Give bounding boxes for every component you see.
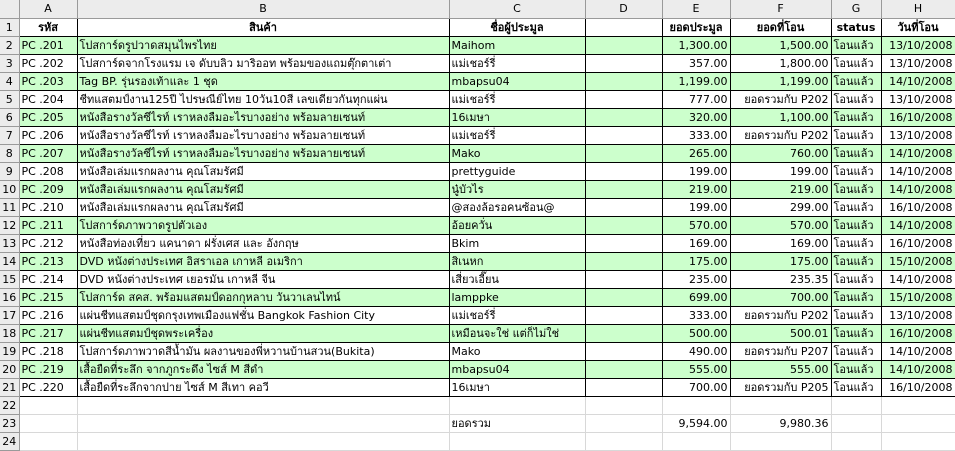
- cell-bidder[interactable]: แม่เชอร์รี่: [449, 54, 585, 72]
- empty-cell[interactable]: [831, 432, 881, 450]
- cell-code[interactable]: PC .202: [19, 54, 77, 72]
- cell-bidder[interactable]: @สองล้อรอคนซ้อน@: [449, 198, 585, 216]
- row-header[interactable]: 1: [0, 18, 19, 36]
- empty-cell[interactable]: [585, 414, 662, 432]
- cell-product[interactable]: เสื้อยืดที่ระลึกจากปาย ไซส์ M สีเทา คอวี: [77, 378, 449, 396]
- cell-transfer-date[interactable]: 14/10/2008: [881, 162, 955, 180]
- empty-row: [0, 432, 955, 450]
- empty-cell[interactable]: [881, 432, 955, 450]
- cell-code[interactable]: PC .217: [19, 324, 77, 342]
- cell-code[interactable]: PC .210: [19, 198, 77, 216]
- empty-cell[interactable]: [730, 432, 831, 450]
- cell-bidder[interactable]: prettyguide: [449, 162, 585, 180]
- header-cell-product[interactable]: สินค้า: [77, 18, 449, 36]
- cell-status[interactable]: โอนแล้ว: [831, 216, 881, 234]
- cell-bid-amount[interactable]: 169.00: [662, 234, 730, 252]
- cell-transfer-amount[interactable]: 555.00: [730, 360, 831, 378]
- cell-transfer-date[interactable]: 16/10/2008: [881, 324, 955, 342]
- empty-cell[interactable]: [77, 432, 449, 450]
- cell-transfer-date[interactable]: 14/10/2008: [881, 216, 955, 234]
- cell-product[interactable]: เสื้อยืดที่ระลึก จากภูกระดึง ไซส์ M สีดำ: [77, 360, 449, 378]
- cell-code[interactable]: PC .219: [19, 360, 77, 378]
- cell-code[interactable]: PC .211: [19, 216, 77, 234]
- cell-code[interactable]: PC .205: [19, 108, 77, 126]
- cell-status[interactable]: โอนแล้ว: [831, 72, 881, 90]
- cell-bidder[interactable]: Maihom: [449, 36, 585, 54]
- cell-transfer-date[interactable]: 13/10/2008: [881, 306, 955, 324]
- cell-product[interactable]: แผ่นชีทแสตมป์ชุดกรุงเทพเมืองแฟชั่น Bangkok Fashion City: [77, 306, 449, 324]
- cell-product[interactable]: หนังสือรางวัลซีไรท์ เราหลงลืมอะไรบางอย่าง พร้อมลายเซนท์: [77, 126, 449, 144]
- cell-bidder[interactable]: เสี่ยวเอี๊ยน: [449, 270, 585, 288]
- cell-bidder[interactable]: แม่เชอร์รี่: [449, 306, 585, 324]
- cell-transfer-date[interactable]: 14/10/2008: [881, 144, 955, 162]
- cell-bid-amount[interactable]: 199.00: [662, 198, 730, 216]
- table-row: [0, 72, 955, 90]
- cell-bidder[interactable]: Bkim: [449, 234, 585, 252]
- cell-bid-amount[interactable]: 570.00: [662, 216, 730, 234]
- cell-code[interactable]: PC .206: [19, 126, 77, 144]
- cell-bidder[interactable]: เหมือนจะใช่ แต่ก็ไม่ใช่: [449, 324, 585, 342]
- cell-code[interactable]: PC .204: [19, 90, 77, 108]
- row-header[interactable]: 20: [0, 360, 19, 378]
- cell-bid-amount[interactable]: 777.00: [662, 90, 730, 108]
- empty-cell[interactable]: [881, 414, 955, 432]
- total-row: [0, 414, 955, 432]
- table-row: [0, 324, 955, 342]
- column-header-d[interactable]: D: [585, 0, 662, 18]
- cell-status[interactable]: โอนแล้ว: [831, 180, 881, 198]
- cell-product[interactable]: โปสการ์ดจากโรงแรม เจ ดับบลิว มาริออท พร้อมของแถมตุ๊กตาเต่า: [77, 54, 449, 72]
- cell-bidder[interactable]: สิเนหก: [449, 252, 585, 270]
- total-label[interactable]: ยอดรวม: [449, 414, 585, 432]
- table-row: [0, 270, 955, 288]
- table-row: [0, 252, 955, 270]
- cell-d[interactable]: [585, 54, 662, 72]
- table-row: [0, 36, 955, 54]
- cell-transfer-date[interactable]: 13/10/2008: [881, 54, 955, 72]
- cell-product[interactable]: หนังสือรางวัลซีไรท์ เราหลงลืมอะไรบางอย่าง พร้อมลายเซนท์: [77, 144, 449, 162]
- header-cell-bidder[interactable]: ชื่อผู้ประมูล: [449, 18, 585, 36]
- cell-bid-amount[interactable]: 333.00: [662, 126, 730, 144]
- cell-bid-amount[interactable]: 357.00: [662, 54, 730, 72]
- cell-d[interactable]: [585, 162, 662, 180]
- cell-transfer-amount[interactable]: 1,100.00: [730, 108, 831, 126]
- cell-transfer-amount[interactable]: 235.35: [730, 270, 831, 288]
- row-header[interactable]: 3: [0, 54, 19, 72]
- row-header[interactable]: 19: [0, 342, 19, 360]
- cell-d[interactable]: [585, 216, 662, 234]
- cell-transfer-date[interactable]: 14/10/2008: [881, 342, 955, 360]
- table-row: [0, 360, 955, 378]
- cell-status[interactable]: โอนแล้ว: [831, 378, 881, 396]
- cell-transfer-date[interactable]: 13/10/2008: [881, 90, 955, 108]
- table-header-row: [0, 18, 955, 36]
- cell-transfer-date[interactable]: 14/10/2008: [881, 180, 955, 198]
- cell-transfer-amount[interactable]: 175.00: [730, 252, 831, 270]
- cell-d[interactable]: [585, 360, 662, 378]
- row-header[interactable]: 6: [0, 108, 19, 126]
- cell-product[interactable]: โปสการ์ดภาพวาดสีน้ำมัน ผลงานของพี่หวานบ้านสวน(Bukita): [77, 342, 449, 360]
- cell-code[interactable]: PC .220: [19, 378, 77, 396]
- row-header[interactable]: 24: [0, 432, 19, 450]
- cell-product[interactable]: ชีทแสตมป์งาน125ปี ไปรษณีย์ไทย 10วัน10สี เลขเดียวกันทุกแผ่น: [77, 90, 449, 108]
- header-cell-code[interactable]: รหัส: [19, 18, 77, 36]
- table-row: [0, 234, 955, 252]
- cell-transfer-amount[interactable]: 760.00: [730, 144, 831, 162]
- cell-product[interactable]: โปสการ์ดรูปวาดสมุนไพรไทย: [77, 36, 449, 54]
- cell-code[interactable]: PC .216: [19, 306, 77, 324]
- cell-transfer-date[interactable]: 16/10/2008: [881, 234, 955, 252]
- row-header[interactable]: 21: [0, 378, 19, 396]
- cell-status[interactable]: โอนแล้ว: [831, 360, 881, 378]
- header-cell-transfer-amount[interactable]: ยอดที่โอน: [730, 18, 831, 36]
- cell-bid-amount[interactable]: 699.00: [662, 288, 730, 306]
- cell-transfer-date[interactable]: 13/10/2008: [881, 36, 955, 54]
- cell-transfer-amount[interactable]: 700.00: [730, 288, 831, 306]
- cell-d[interactable]: [585, 234, 662, 252]
- cell-d[interactable]: [585, 198, 662, 216]
- cell-product[interactable]: หนังสือรางวัลซีไรท์ เราหลงลืมอะไรบางอย่าง พร้อมลายเซนท์: [77, 108, 449, 126]
- header-cell-bid-amount[interactable]: ยอดประมูล: [662, 18, 730, 36]
- empty-cell[interactable]: [77, 414, 449, 432]
- cell-bid-amount[interactable]: 235.00: [662, 270, 730, 288]
- table-row: [0, 126, 955, 144]
- row-header[interactable]: 4: [0, 72, 19, 90]
- empty-cell[interactable]: [77, 396, 449, 414]
- table-row: [0, 198, 955, 216]
- cell-d[interactable]: [585, 306, 662, 324]
- table-row: [0, 306, 955, 324]
- cell-bidder[interactable]: 16เมษา: [449, 108, 585, 126]
- cell-transfer-amount[interactable]: 199.00: [730, 162, 831, 180]
- header-cell-status[interactable]: status: [831, 18, 881, 36]
- cell-transfer-date[interactable]: 15/10/2008: [881, 288, 955, 306]
- cell-product[interactable]: Tag BP. รุ่นรองเท้าและ 1 ชุด: [77, 72, 449, 90]
- cell-transfer-date[interactable]: 16/10/2008: [881, 108, 955, 126]
- empty-cell[interactable]: [19, 396, 77, 414]
- total-bid-amount[interactable]: 9,594.00: [662, 414, 730, 432]
- cell-code[interactable]: PC .203: [19, 72, 77, 90]
- cell-transfer-date[interactable]: 13/10/2008: [881, 126, 955, 144]
- cell-product[interactable]: หนังสือเล่มแรกผลงาน คุณโสมรัศมี: [77, 162, 449, 180]
- cell-transfer-amount[interactable]: 219.00: [730, 180, 831, 198]
- row-header[interactable]: 7: [0, 126, 19, 144]
- cell-status[interactable]: โอนแล้ว: [831, 324, 881, 342]
- cell-transfer-date[interactable]: 14/10/2008: [881, 72, 955, 90]
- cell-transfer-amount[interactable]: 1,800.00: [730, 54, 831, 72]
- cell-status[interactable]: โอนแล้ว: [831, 162, 881, 180]
- empty-cell[interactable]: [662, 432, 730, 450]
- row-header[interactable]: 22: [0, 396, 19, 414]
- cell-d[interactable]: [585, 108, 662, 126]
- cell-code[interactable]: PC .213: [19, 252, 77, 270]
- row-header[interactable]: 13: [0, 234, 19, 252]
- cell-d[interactable]: [585, 342, 662, 360]
- table-row: [0, 108, 955, 126]
- cell-bidder[interactable]: นู๋บัวไร: [449, 180, 585, 198]
- cell-bidder[interactable]: 16เมษา: [449, 378, 585, 396]
- empty-cell[interactable]: [449, 432, 585, 450]
- cell-d[interactable]: [585, 90, 662, 108]
- cell-product[interactable]: โปสการ์ดภาพวาดรูปตัวเอง: [77, 216, 449, 234]
- cell-transfer-date[interactable]: 16/10/2008: [881, 198, 955, 216]
- cell-bid-amount[interactable]: 555.00: [662, 360, 730, 378]
- cell-d[interactable]: [585, 378, 662, 396]
- cell-transfer-amount[interactable]: 570.00: [730, 216, 831, 234]
- cell-status[interactable]: โอนแล้ว: [831, 306, 881, 324]
- cell-d[interactable]: [585, 270, 662, 288]
- row-header[interactable]: 23: [0, 414, 19, 432]
- table-row: [0, 90, 955, 108]
- cell-d[interactable]: [585, 288, 662, 306]
- empty-cell[interactable]: [585, 432, 662, 450]
- cell-transfer-amount[interactable]: ยอดรวมกับ P205: [730, 378, 831, 396]
- cell-product[interactable]: โปสการ์ด สคส. พร้อมแสตมป์ดอกกุหลาบ วันวาเลนไทน์: [77, 288, 449, 306]
- row-header[interactable]: 16: [0, 288, 19, 306]
- column-header-e[interactable]: E: [662, 0, 730, 18]
- cell-status[interactable]: โอนแล้ว: [831, 108, 881, 126]
- cell-transfer-amount[interactable]: 169.00: [730, 234, 831, 252]
- row-header[interactable]: 11: [0, 198, 19, 216]
- cell-d[interactable]: [585, 36, 662, 54]
- header-cell-d[interactable]: [585, 18, 662, 36]
- cell-code[interactable]: PC .209: [19, 180, 77, 198]
- table-row: [0, 342, 955, 360]
- cell-transfer-amount[interactable]: ยอดรวมกับ P202: [730, 306, 831, 324]
- table-row: [0, 378, 955, 396]
- column-header-h[interactable]: H: [881, 0, 955, 18]
- cell-transfer-date[interactable]: 15/10/2008: [881, 252, 955, 270]
- cell-bid-amount[interactable]: 199.00: [662, 162, 730, 180]
- cell-code[interactable]: PC .215: [19, 288, 77, 306]
- cell-bid-amount[interactable]: 500.00: [662, 324, 730, 342]
- table-row: [0, 288, 955, 306]
- cell-status[interactable]: โอนแล้ว: [831, 270, 881, 288]
- cell-bidder[interactable]: Mako: [449, 144, 585, 162]
- table-row: [0, 144, 955, 162]
- cell-bidder[interactable]: แม่เชอร์รี่: [449, 90, 585, 108]
- row-header[interactable]: 15: [0, 270, 19, 288]
- cell-status[interactable]: โอนแล้ว: [831, 342, 881, 360]
- cell-status[interactable]: โอนแล้ว: [831, 144, 881, 162]
- row-header[interactable]: 12: [0, 216, 19, 234]
- cell-transfer-amount[interactable]: 500.01: [730, 324, 831, 342]
- cell-d[interactable]: [585, 324, 662, 342]
- column-header-g[interactable]: G: [831, 0, 881, 18]
- cell-product[interactable]: DVD หนังต่างประเทศ เยอรมัน เกาหลี จีน: [77, 270, 449, 288]
- cell-bidder[interactable]: mbapsu04: [449, 360, 585, 378]
- cell-bidder[interactable]: Mako: [449, 342, 585, 360]
- row-header[interactable]: 5: [0, 90, 19, 108]
- row-header[interactable]: 18: [0, 324, 19, 342]
- cell-code[interactable]: PC .208: [19, 162, 77, 180]
- empty-cell[interactable]: [449, 396, 585, 414]
- cell-code[interactable]: PC .212: [19, 234, 77, 252]
- cell-transfer-amount[interactable]: ยอดรวมกับ P202: [730, 126, 831, 144]
- empty-cell[interactable]: [19, 414, 77, 432]
- cell-d[interactable]: [585, 126, 662, 144]
- cell-bid-amount[interactable]: 265.00: [662, 144, 730, 162]
- cell-bid-amount[interactable]: 1,199.00: [662, 72, 730, 90]
- cell-status[interactable]: โอนแล้ว: [831, 90, 881, 108]
- cell-status[interactable]: โอนแล้ว: [831, 54, 881, 72]
- cell-status[interactable]: โอนแล้ว: [831, 252, 881, 270]
- column-header-c[interactable]: C: [449, 0, 585, 18]
- cell-bid-amount[interactable]: 333.00: [662, 306, 730, 324]
- cell-transfer-amount[interactable]: ยอดรวมกับ P202: [730, 90, 831, 108]
- cell-transfer-amount[interactable]: 299.00: [730, 198, 831, 216]
- cell-bidder[interactable]: แม่เชอร์รี่: [449, 126, 585, 144]
- cell-transfer-amount[interactable]: 1,500.00: [730, 36, 831, 54]
- row-header[interactable]: 17: [0, 306, 19, 324]
- empty-cell[interactable]: [831, 396, 881, 414]
- empty-cell[interactable]: [730, 396, 831, 414]
- table-row: [0, 162, 955, 180]
- cell-status[interactable]: โอนแล้ว: [831, 36, 881, 54]
- cell-transfer-date[interactable]: 14/10/2008: [881, 270, 955, 288]
- cell-product[interactable]: หนังสือเล่มแรกผลงาน คุณโสมรัศมี: [77, 180, 449, 198]
- cell-status[interactable]: โอนแล้ว: [831, 126, 881, 144]
- column-header-row: [0, 0, 955, 18]
- empty-cell[interactable]: [19, 432, 77, 450]
- cell-product[interactable]: แผ่นชีทแสตมป์ชุดพระเครื่อง: [77, 324, 449, 342]
- table-row: [0, 54, 955, 72]
- column-header-a[interactable]: A: [19, 0, 77, 18]
- cell-code[interactable]: PC .207: [19, 144, 77, 162]
- empty-cell[interactable]: [585, 396, 662, 414]
- cell-bidder[interactable]: อ้อยควั่น: [449, 216, 585, 234]
- empty-cell[interactable]: [831, 414, 881, 432]
- cell-product[interactable]: DVD หนังต่างประเทศ อิสราเอล เกาหลี อเมริกา: [77, 252, 449, 270]
- cell-code[interactable]: PC .218: [19, 342, 77, 360]
- empty-row: [0, 396, 955, 414]
- cell-status[interactable]: โอนแล้ว: [831, 198, 881, 216]
- total-transfer-amount[interactable]: 9,980.36: [730, 414, 831, 432]
- row-header[interactable]: 9: [0, 162, 19, 180]
- empty-cell[interactable]: [881, 396, 955, 414]
- cell-product[interactable]: หนังสือท่องเที่ยว แคนาดา ฝรั่งเศส และ อังกฤษ: [77, 234, 449, 252]
- table-row: [0, 216, 955, 234]
- header-cell-transfer-date[interactable]: วันที่โอน: [881, 18, 955, 36]
- cell-bid-amount[interactable]: 490.00: [662, 342, 730, 360]
- cell-status[interactable]: โอนแล้ว: [831, 234, 881, 252]
- cell-status[interactable]: โอนแล้ว: [831, 288, 881, 306]
- cell-transfer-amount[interactable]: ยอดรวมกับ P207: [730, 342, 831, 360]
- cell-bid-amount[interactable]: 175.00: [662, 252, 730, 270]
- select-all-corner[interactable]: [0, 0, 19, 18]
- cell-bid-amount[interactable]: 219.00: [662, 180, 730, 198]
- row-header[interactable]: 2: [0, 36, 19, 54]
- column-header-b[interactable]: B: [77, 0, 449, 18]
- row-header[interactable]: 14: [0, 252, 19, 270]
- cell-d[interactable]: [585, 180, 662, 198]
- column-header-f[interactable]: F: [730, 0, 831, 18]
- cell-d[interactable]: [585, 144, 662, 162]
- cell-d[interactable]: [585, 252, 662, 270]
- cell-bid-amount[interactable]: 1,300.00: [662, 36, 730, 54]
- cell-bid-amount[interactable]: 320.00: [662, 108, 730, 126]
- cell-bidder[interactable]: mbapsu04: [449, 72, 585, 90]
- empty-cell[interactable]: [662, 396, 730, 414]
- row-header[interactable]: 8: [0, 144, 19, 162]
- cell-transfer-date[interactable]: 16/10/2008: [881, 378, 955, 396]
- row-header[interactable]: 10: [0, 180, 19, 198]
- cell-transfer-amount[interactable]: 1,199.00: [730, 72, 831, 90]
- table-row: [0, 180, 955, 198]
- cell-d[interactable]: [585, 72, 662, 90]
- cell-code[interactable]: PC .214: [19, 270, 77, 288]
- cell-bidder[interactable]: lamppke: [449, 288, 585, 306]
- cell-product[interactable]: หนังสือเล่มแรกผลงาน คุณโสมรัศมี: [77, 198, 449, 216]
- cell-transfer-date[interactable]: 14/10/2008: [881, 360, 955, 378]
- cell-bid-amount[interactable]: 700.00: [662, 378, 730, 396]
- cell-code[interactable]: PC .201: [19, 36, 77, 54]
